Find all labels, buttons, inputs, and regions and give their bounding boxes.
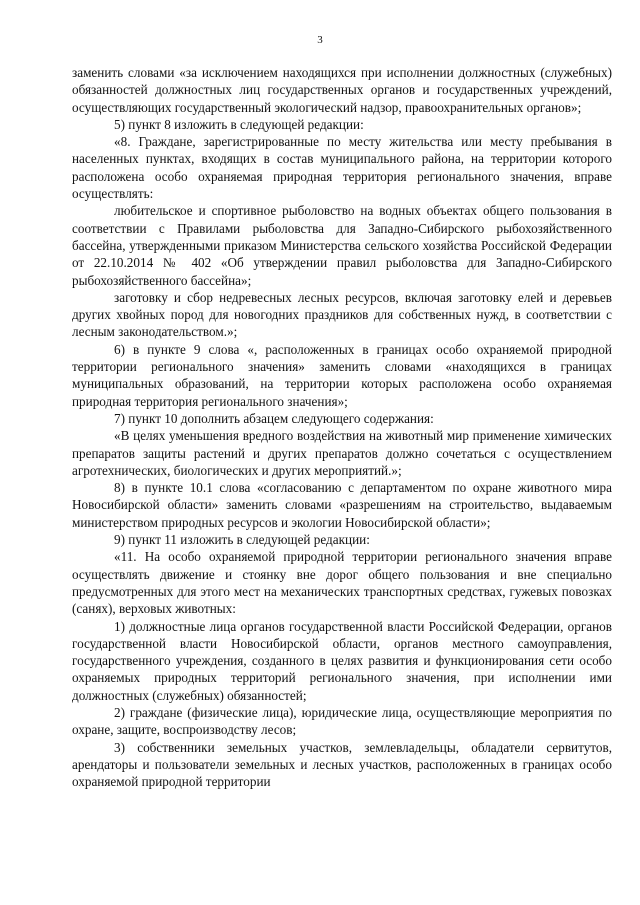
paragraph: заготовку и сбор недревесных лесных ресурсов, включая заготовку елей и деревьев других хвойных пород для новогодних праздников для собственных нужд, в соответствии с лесным законодательством.»; [72, 289, 612, 340]
paragraph: 8) в пункте 10.1 слова «согласованию с департаментом по охране животного мира Новосибирской области» заменить словами «разрешениям на строительство, выдаваемым министерством природных ресурсов и экологии Новосибирской области»; [72, 480, 612, 530]
paragraph: 7) пункт 10 дополнить абзацем следующего содержания: [114, 410, 434, 426]
paragraph: 9) пункт 11 изложить в следующей редакции: [114, 532, 370, 548]
paragraph: 2) граждане (физические лица), юридические лица, осуществляющие мероприятия по охране, защите, воспроизводству лесов; [72, 704, 612, 738]
paragraph: заменить словами «за исключением находящихся при исполнении должностных (служебных) обязанностей должностных лиц государственных органов и государственных учреждений, осуществляющих государственный экологический надзор, правоохранительных органов»; [72, 65, 612, 115]
paragraph: 1) должностные лица органов государственной власти Российской Федерации, органов государственной власти Новосибирской области, органов местного самоуправления, государственного учреждения, созданного в целях развития и функционирования сети особо охраняемых природных территорий регионального значения, при исполнении ими должностных (служебных) обязанностей; [72, 618, 612, 703]
paragraph: «В целях уменьшения вредного воздействия на животный мир применение химических препаратов защиты растений и других препаратов должно сочетаться с осуществлением агротехнических, биологических и других мероприятий.»; [72, 428, 612, 478]
paragraph: 5) пункт 8 изложить в следующей редакции: [114, 116, 364, 132]
document-body [72, 64, 612, 790]
paragraph: 6) в пункте 9 слова «, расположенных в границах особо охраняемой природной территории регионального значения» заменить словами «находящихся в границах муниципальных образований, на территории которых расположена особо охраняемая природная территория регионального значения»; [72, 341, 612, 409]
paragraph: «11. На особо охраняемой природной территории регионального значения вправе осуществлять движение и стоянку вне дорог общего пользования и вне специально предусмотренных для этого мест на механических транспортных средствах, гужевых повозках (санях), верховых животных: [72, 549, 612, 617]
paragraph: 3) собственники земельных участков, землевладельцы, обладатели сервитутов, арендаторы и пользователи земельных и лесных участков, расположенных в границах особо охраняемой природной территории [72, 739, 612, 790]
paragraph: «8. Граждане, зарегистрированные по месту жительства или месту пребывания в населенных пунктах, входящих в состав муниципального района, на территории которого расположена особо охраняемая природная территория регионального значения, вправе осуществлять: [72, 134, 612, 202]
paragraph: любительское и спортивное рыболовство на водных объектах общего пользования в соответствии с Правилами рыболовства для Западно-Сибирского рыбохозяйственного бассейна, утвержденными приказом Министерства сельского хозяйства Российской Федерации от 22.10.2014 № 402 «Об утверждении правил рыболовства для Западно-Сибирского рыбохозяйственного бассейна»; [72, 203, 612, 288]
page-number: 3 [317, 34, 323, 46]
